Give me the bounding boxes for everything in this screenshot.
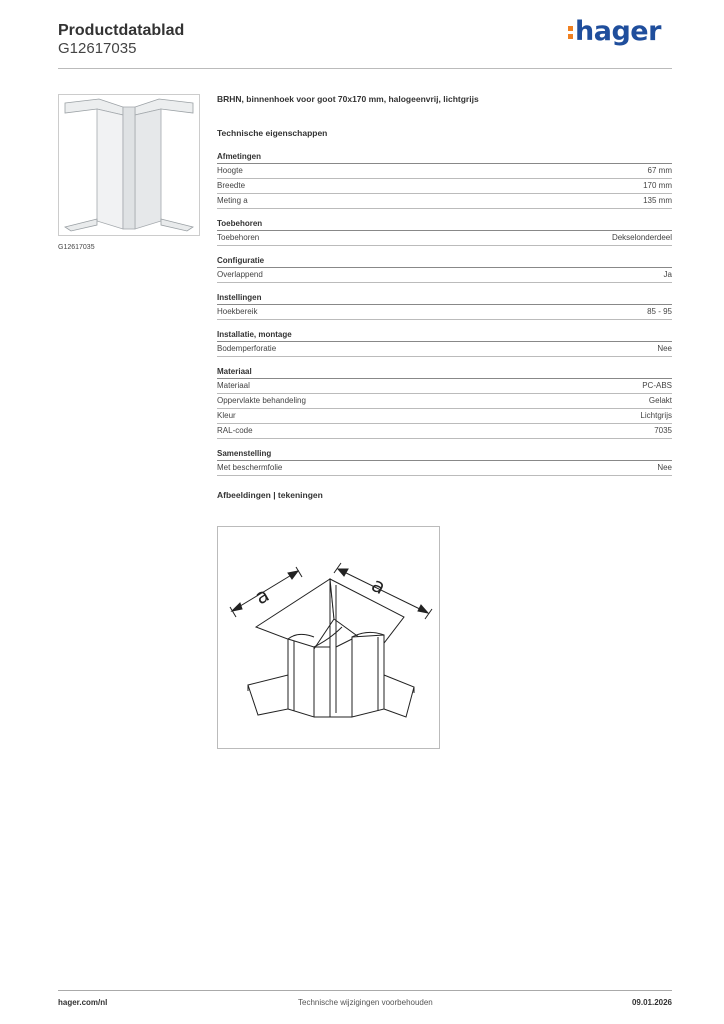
dimension-drawing <box>217 526 440 749</box>
spec-value: 170 mm <box>643 181 672 190</box>
spec-label: Oppervlakte behandeling <box>217 396 306 405</box>
spec-section <box>217 330 672 357</box>
spec-label: Bodemperforatie <box>217 344 277 353</box>
logo-dots-icon <box>568 26 574 42</box>
section-title: Materiaal <box>217 367 672 379</box>
section-title: Instellingen <box>217 293 672 305</box>
spec-value: PC-ABS <box>642 381 672 390</box>
spec-row <box>217 424 672 439</box>
section-title: Installatie, montage <box>217 330 672 342</box>
footer-date: 09.01.2026 <box>631 998 672 1007</box>
spec-row <box>217 461 672 476</box>
spec-section <box>217 152 672 209</box>
spec-label: Kleur <box>217 411 236 420</box>
spec-value: 85 - 95 <box>647 307 672 316</box>
spec-section <box>217 293 672 320</box>
spec-value: 67 mm <box>647 166 672 175</box>
footer-disclaimer: Technische wijzigingen voorbehouden <box>298 998 433 1007</box>
section-title: Afmetingen <box>217 152 672 164</box>
spec-section <box>217 219 672 246</box>
logo-text: hager <box>575 16 661 47</box>
spec-section <box>217 367 672 439</box>
spec-row <box>217 268 672 283</box>
spec-row <box>217 194 672 209</box>
spec-value: Nee <box>657 344 672 353</box>
spec-label: Met beschermfolie <box>217 463 283 472</box>
spec-value: Ja <box>663 270 672 279</box>
header-divider <box>58 68 672 69</box>
spec-value: Gelakt <box>648 396 672 405</box>
spec-row <box>217 394 672 409</box>
spec-label: Toebehoren <box>217 233 260 242</box>
spec-sections <box>217 152 672 476</box>
spec-row <box>217 305 672 320</box>
image-caption: G12617035 <box>58 244 95 251</box>
spec-row <box>217 342 672 357</box>
spec-row <box>217 164 672 179</box>
spec-label: Meting a <box>217 196 248 205</box>
spec-row <box>217 231 672 246</box>
section-title: Configuratie <box>217 256 672 268</box>
spec-label: Hoekbereik <box>217 307 258 316</box>
figures-heading: Afbeeldingen | tekeningen <box>217 490 323 500</box>
spec-value: 135 mm <box>643 196 672 205</box>
spec-label: RAL-code <box>217 426 253 435</box>
spec-section <box>217 256 672 283</box>
product-description: BRHN, binnenhoek voor goot 70x170 mm, halogeenvrij, lichtgrijs <box>217 94 479 104</box>
hager-logo <box>568 16 661 47</box>
footer-website: hager.com/nl <box>58 998 108 1007</box>
product-image <box>58 94 200 236</box>
section-title: Samenstelling <box>217 449 672 461</box>
spec-label: Hoogte <box>217 166 243 175</box>
spec-value: Nee <box>657 463 672 472</box>
spec-label: Materiaal <box>217 381 250 390</box>
document-title: Productdatablad <box>58 22 185 39</box>
spec-label: Breedte <box>217 181 246 190</box>
dimension-label-left: a <box>250 582 274 610</box>
spec-row <box>217 179 672 194</box>
spec-value: Lichtgrijs <box>640 411 672 420</box>
dimension-label-right: a <box>367 572 390 600</box>
spec-value: 7035 <box>654 426 672 435</box>
footer-divider <box>58 990 672 991</box>
product-details <box>217 94 672 500</box>
spec-label: Overlappend <box>217 270 263 279</box>
spec-row <box>217 379 672 394</box>
spec-value: Dekselonderdeel <box>611 233 672 242</box>
technical-heading: Technische eigenschappen <box>217 128 328 138</box>
spec-row <box>217 409 672 424</box>
spec-section <box>217 449 672 476</box>
product-code: G12617035 <box>58 40 137 57</box>
section-title: Toebehoren <box>217 219 672 231</box>
